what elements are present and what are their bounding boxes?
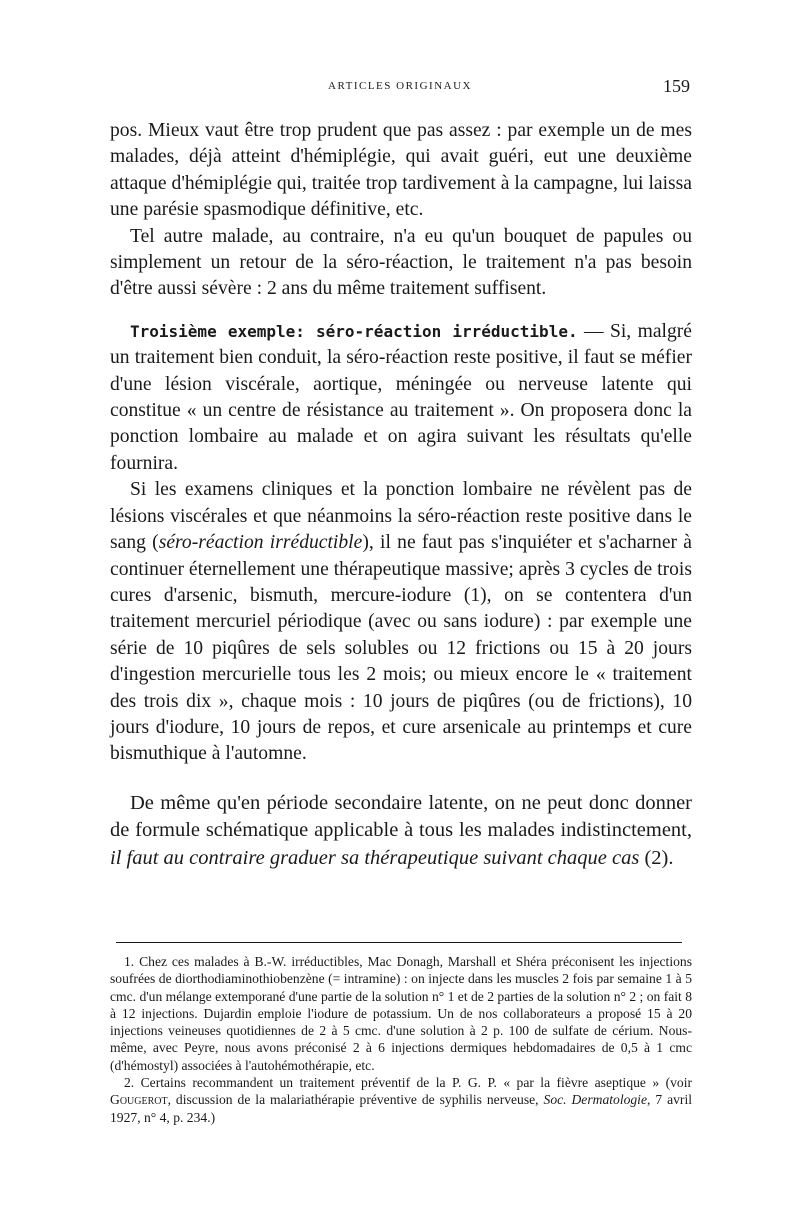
paragraph-text: ), il ne faut pas s'inquiéter et s'acharner à continuer éternellement une thérapeutique massive; après 3 cycles de trois cures d'arsenic, bismuth, mercure-iodure (1), on se contentera d'un traitement mercuriel périodique (avec ou sans iodure) : par exemple une série de 10 piqûres de sels solubles ou 12 frictions ou 15 à 20 jours d'ingestion mercurielle tous les 2 mois; ou mieux encore le « traitement des trois dix », chaque mois : 10 jours de piqûres (ou de frictions), 10 jours d'iodure, 10 jours de repos, et cure arsenicale au printemps et cure bismuthique à l'automne. [110,532,692,765]
paragraph-text: De même qu'en période secondaire latente, on ne peut donc donner de formule schématique applicable à tous les malades indistinctement, [110,791,692,842]
author-name: Peyre [184,1040,215,1056]
footnote-text: , nous avons préconisé 2 à 6 injections dermiques hebdomadaires de 0,5 à 1 cmc (d'hémostyl) associées à l'autohémothérapie, etc. [110,1040,692,1073]
footnote-2 [110,1074,692,1126]
page-header [110,76,690,98]
italic-term: séro-réaction irréductible [158,532,363,554]
footnote-text: 1. Chez ces malades à B.-W. irréductibles, Mac Donagh, Marshall et Shéra préconisent les injections soufrées de diorthodiaminothiobenzène (= intramine) : on injecte dans les muscles 2 fois par semaine 1 à 5 cmc. d'un mélange extemporané d'une partie de la solution n° 1 et de 2 parties de la solution n° 2 ; on fait 8 à 12 injections. Dujardin emploie l'iodure de potassium. Un de nos collaborateurs a proposé 15 à 20 injections veineuses quotidiennes de 2 à 5 cmc. d'une solution à 2 p. 100 de sulfate de cérium. Nous-même, avec [110,954,693,1056]
paragraph-text: (2). [639,846,674,869]
paragraph-text: — Si, malgré un traitement bien conduit, la séro-réaction reste positive, il faut se méfier d'une lésion viscérale, aortique, méningée ou nerveuse latente qui constitue « un centre de résistance au traitement ». On proposera donc la ponction lombaire au malade et on agira suivant les résultats qu'elle fournira. [110,320,692,474]
paragraph-conclusion [110,790,692,873]
paragraph-text: Si les examens cliniques et la ponction lombaire ne révèlent pas de lésions viscérales et que néanmoins la séro-réaction reste positive dans le sang ( [110,479,692,554]
footnotes [110,953,692,1126]
footnote-1 [110,953,692,1074]
paragraph-third-example [110,319,692,477]
italic-emphasis: il faut au contraire graduer sa thérapeutique suivant chaque cas [110,846,640,869]
paragraph-continuation: pos. Mieux vaut être trop prudent que pas assez : par exemple un de mes malades, déjà atteint d'hémiplégie, qui avait guéri, eut une deuxième attaque d'hémiplégie qui, traitée trop tardivement à la campagne, lui laissa une parésie spasmodique définitive, etc. [110,120,692,221]
footnote-divider [116,942,682,943]
journal-name: Soc. Dermatologie [543,1092,647,1108]
paragraph-irreducible [110,477,692,767]
section-heading: Troisième exemple: séro-réaction irréductible. [130,321,578,341]
article-body [110,118,692,872]
footnote-text: , 7 avril 1927, n° 4, p. 234.) [110,1092,692,1125]
footnote-text: , discussion de la malariathérapie préventive de syphilis nerveuse, [167,1092,544,1108]
running-title: ARTICLES ORIGINAUX [328,80,472,92]
footnote-text: 2. Certains recommandent un traitement préventif de la P. G. P. « par la fièvre aseptique » (voir [124,1075,692,1091]
author-name: Gougerot [110,1092,168,1108]
paragraph-other-patient: Tel autre malade, au contraire, n'a eu qu'un bouquet de papules ou simplement un retour de la séro-réaction, le traitement n'a pas besoin d'être aussi sévère : 2 ans du même traitement suffisent. [110,225,692,300]
page-number: 159 [663,76,690,96]
